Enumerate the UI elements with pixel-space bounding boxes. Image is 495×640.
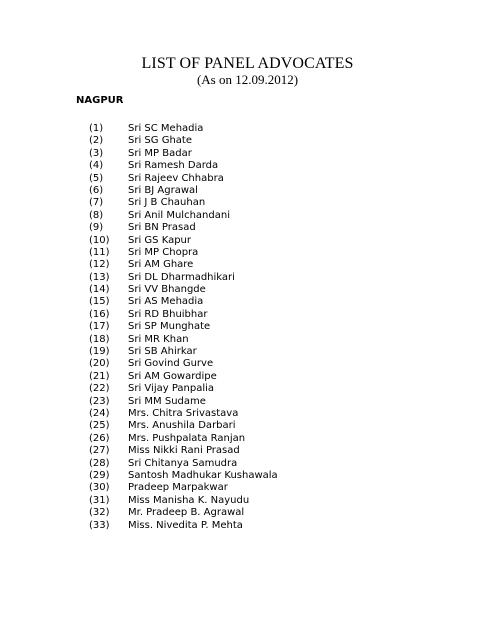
list-item-number: (26)	[89, 432, 110, 444]
list-item-number: (13)	[89, 271, 110, 283]
list-item-name: Miss Manisha K. Nayudu	[128, 494, 250, 506]
list-item	[0, 197, 495, 209]
list-item-name: Miss Nikki Rani Prasad	[128, 445, 240, 457]
list-item-name: Mrs. Anushila Darbari	[128, 420, 236, 432]
list-item	[0, 433, 495, 445]
list-item-name: Sri VV Bhangde	[128, 284, 206, 296]
list-item-number: (10)	[89, 234, 110, 246]
list-item-name: Sri AS Mehadia	[128, 296, 204, 308]
list-item	[0, 272, 495, 284]
list-item	[0, 222, 495, 234]
list-item-name: Sri Ramesh Darda	[128, 160, 219, 172]
list-item-name: Sri BJ Agrawal	[128, 184, 198, 196]
list-item-number: (6)	[89, 184, 104, 196]
list-item	[0, 235, 495, 247]
list-item-name: Sri MP Badar	[128, 147, 192, 159]
list-item-name: Mrs. Chitra Srivastava	[128, 407, 239, 419]
list-item-name: Sri SC Mehadia	[128, 123, 204, 134]
list-item-name: Sri SB Ahirkar	[128, 346, 197, 358]
list-item-name: Sri BN Prasad	[128, 222, 196, 234]
list-item-number: (17)	[89, 321, 110, 333]
list-item-number: (29)	[89, 469, 110, 481]
list-item	[0, 259, 495, 271]
list-item-number: (31)	[89, 494, 110, 506]
list-item-name: Sri MR Khan	[128, 333, 189, 345]
list-item	[0, 396, 495, 408]
list-item	[0, 160, 495, 172]
list-item-number: (3)	[89, 147, 104, 159]
list-item-name: Miss. Nivedita P. Mehta	[128, 519, 243, 531]
list-item-name: Sri AM Gowardipe	[128, 370, 217, 382]
list-item	[0, 520, 495, 532]
list-item-name: Sri SP Munghate	[128, 321, 211, 333]
list-item-name: Sri MM Sudame	[128, 395, 206, 407]
list-item	[0, 309, 495, 321]
list-item	[0, 358, 495, 370]
list-item	[0, 495, 495, 507]
list-item-number: (1)	[89, 123, 104, 134]
list-item-name: Sri AM Ghare	[128, 259, 194, 271]
list-item-name: Pradeep Marpakwar	[128, 482, 228, 494]
list-item-number: (25)	[89, 420, 110, 432]
list-item	[0, 210, 495, 222]
document-title: LIST OF PANEL ADVOCATES	[141, 55, 354, 72]
list-item-number: (30)	[89, 482, 110, 494]
section-heading-nagpur: NAGPUR	[76, 95, 124, 106]
list-item-name: Sri GS Kapur	[128, 234, 191, 246]
list-item	[0, 383, 495, 395]
list-item-number: (16)	[89, 308, 110, 320]
list-item-number: (5)	[89, 172, 104, 184]
list-item-name: Sri RD Bhuibhar	[128, 308, 208, 320]
list-item-number: (32)	[89, 507, 110, 519]
list-item	[0, 346, 495, 358]
list-item	[0, 470, 495, 482]
list-item	[0, 148, 495, 160]
list-item-name: Sri J B Chauhan	[128, 197, 206, 209]
list-item	[0, 185, 495, 197]
list-item-number: (24)	[89, 407, 110, 419]
list-item-number: (33)	[89, 519, 110, 531]
list-item	[0, 296, 495, 308]
list-item-number: (19)	[89, 346, 110, 358]
list-item	[0, 334, 495, 346]
list-item-number: (2)	[89, 135, 104, 147]
list-item	[0, 507, 495, 519]
list-item-number: (4)	[89, 160, 104, 172]
list-item	[0, 123, 495, 135]
list-item-number: (9)	[89, 222, 104, 234]
list-item-number: (7)	[89, 197, 104, 209]
list-item-name: Mrs. Pushpalata Ranjan	[128, 432, 246, 444]
list-item-name: Sri Chitanya Samudra	[128, 457, 238, 469]
list-item	[0, 420, 495, 432]
list-item	[0, 173, 495, 185]
list-item	[0, 135, 495, 147]
list-item-name: Sri DL Dharmadhikari	[128, 271, 235, 283]
list-item-number: (20)	[89, 358, 110, 370]
list-item-number: (18)	[89, 333, 110, 345]
list-item-name: Mr. Pradeep B. Agrawal	[128, 507, 245, 519]
list-item-name: Sri Rajeev Chhabra	[128, 172, 224, 184]
list-item	[0, 321, 495, 333]
document-subtitle: (As on 12.09.2012)	[196, 72, 299, 87]
list-item-name: Sri Anil Mulchandani	[128, 209, 230, 221]
list-item-number: (11)	[89, 246, 110, 258]
list-item-number: (8)	[89, 209, 104, 221]
list-item-name: Sri Govind Gurve	[128, 358, 214, 370]
list-item-name: Sri Vijay Panpalia	[128, 383, 215, 395]
list-item-name: Sri MP Chopra	[128, 246, 199, 258]
list-item	[0, 482, 495, 494]
list-item	[0, 408, 495, 420]
list-item	[0, 284, 495, 296]
list-item	[0, 371, 495, 383]
list-item-number: (12)	[89, 259, 110, 271]
list-item-number: (22)	[89, 383, 110, 395]
list-item	[0, 445, 495, 457]
advocate-list	[0, 123, 495, 532]
list-item-number: (14)	[89, 284, 110, 296]
list-item-number: (15)	[89, 296, 110, 308]
list-item-name: Sri SG Ghate	[128, 135, 192, 147]
list-item-name: Santosh Madhukar Kushawala	[128, 469, 278, 481]
list-item	[0, 458, 495, 470]
list-item-number: (27)	[89, 445, 110, 457]
list-item	[0, 247, 495, 259]
list-item-number: (23)	[89, 395, 110, 407]
list-item-number: (28)	[89, 457, 110, 469]
list-item-number: (21)	[89, 370, 110, 382]
